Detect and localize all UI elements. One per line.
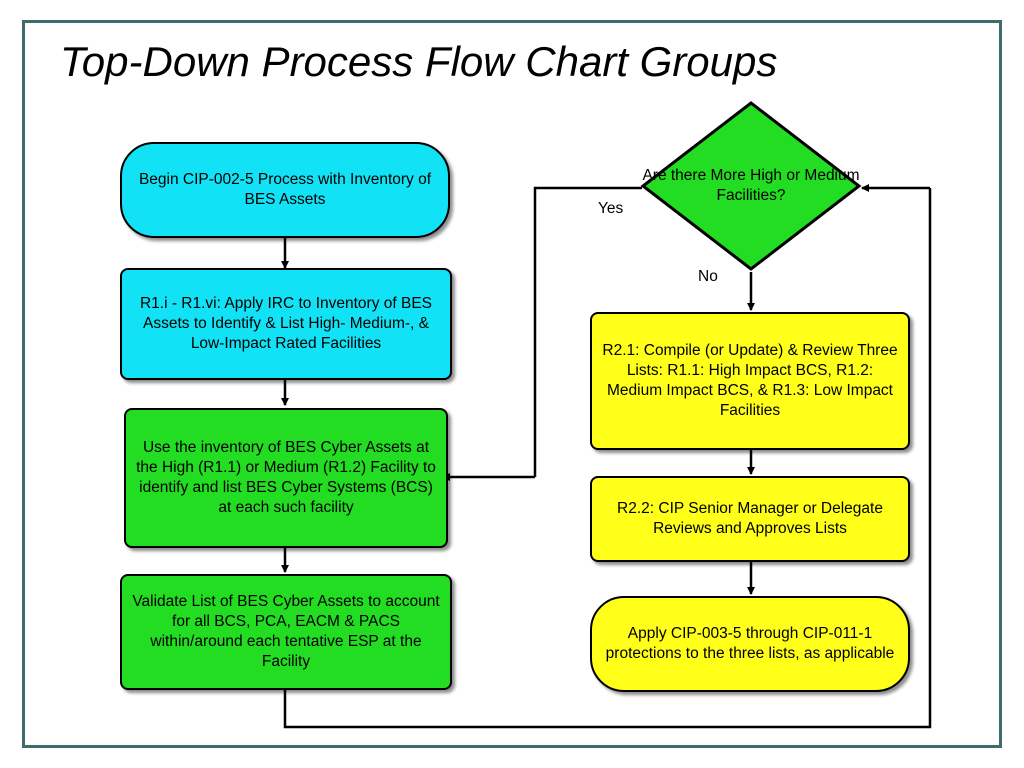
node-r2-2-senior-manager[interactable]: R2.2: CIP Senior Manager or Delegate Reviews and Approves Lists	[590, 476, 910, 562]
edge-label-yes: Yes	[598, 200, 624, 217]
page-title: Top-Down Process Flow Chart Groups	[60, 38, 778, 85]
node-use-inventory-bcs[interactable]: Use the inventory of BES Cyber Assets at the High (R1.1) or Medium (R1.2) Facility to identify and list BES Cyber Systems (BCS) at each such facility	[124, 408, 448, 548]
node-validate-list[interactable]: Validate List of BES Cyber Assets to account for all BCS, PCA, EACM & PACS within/around each tentative ESP at the Facility	[120, 574, 452, 690]
diamond-shape	[640, 100, 862, 272]
node-decision-more-facilities[interactable]	[640, 100, 862, 272]
decision-label: Are there More High or Medium Facilities?	[642, 167, 860, 204]
node-r1-apply-irc[interactable]: R1.i - R1.vi: Apply IRC to Inventory of BES Assets to Identify & List High- Medium-, & Low-Impact Rated Facilities	[120, 268, 452, 380]
edge-label-no: No	[698, 268, 718, 285]
node-apply-protections[interactable]: Apply CIP-003-5 through CIP-011-1 protections to the three lists, as applicable	[590, 596, 910, 692]
node-begin-process[interactable]: Begin CIP-002-5 Process with Inventory of BES Assets	[120, 142, 450, 238]
node-r2-1-compile-lists[interactable]: R2.1: Compile (or Update) & Review Three Lists: R1.1: High Impact BCS, R1.2: Medium Impact BCS, & R1.3: Low Impact Facilities	[590, 312, 910, 450]
